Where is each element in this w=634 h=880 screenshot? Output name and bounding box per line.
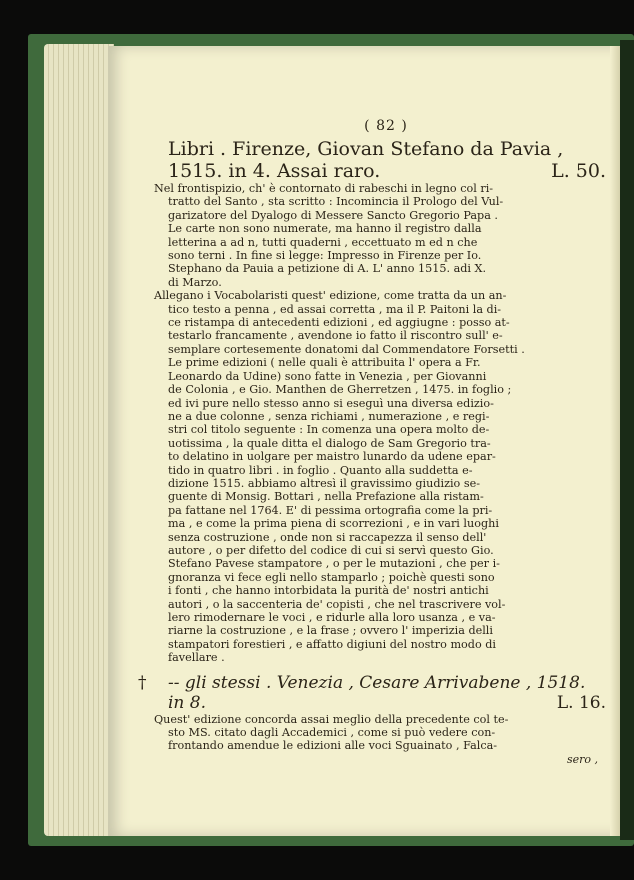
text-line: de Colonia , e Gio. Manthen de Gherretzen , 1475. in foglio ; — [168, 383, 512, 397]
text-line: stri col titolo seguente : In comenza una opera molto de- — [168, 423, 490, 437]
text-line: ed ivi pure nello stesso anno si eseguì una diversa edizio- — [168, 396, 494, 410]
entry2-heading-line1: -- gli stessi . Venezia , Cesare Arrivabene , 1518. — [168, 672, 586, 693]
entry-heading-line2: 1515. in 4. Assai raro. — [168, 160, 381, 182]
text-line: ne a due colonne , senza richiami , numerazione , e regi- — [168, 409, 490, 423]
text-line: sto MS. citato dagli Accademici , come si può vedere con- — [168, 726, 496, 740]
entry2-heading-line2: in 8. — [168, 692, 207, 713]
text-line: stampatori forestieri , e affatto digiuni del nostro modo di — [168, 637, 496, 651]
entry2-price: L. 16. — [556, 692, 606, 713]
text-line: to delatino in uolgare per maistro lunardo da udene epar- — [168, 450, 496, 464]
text-line: tico testo a penna , ed assai corretta , ma il P. Paitoni la di- — [168, 302, 502, 316]
text-line: Stephano da Pauia a petizione di A. L' anno 1515. adi X. — [168, 262, 487, 276]
text-line: Quest' edizione concorda assai meglio della precedente col te- — [154, 712, 509, 726]
text-line: ma , e come la prima piena di scorrezioni , e in vari luoghi — [168, 517, 499, 531]
text-line: riarne la costruzione , e la frase ; ovvero l' imperizia delli — [168, 624, 493, 638]
paragraph-description — [146, 182, 606, 289]
text-line: Allegano i Vocabolaristi quest' edizione, come tratta da un an- — [154, 289, 507, 303]
entry-price: L. 50. — [551, 160, 606, 182]
text-line: uotissima , la quale ditta el dialogo de Sam Gregorio tra- — [168, 436, 491, 450]
text-line: sono terni . In fine si legge: Impresso in Firenze per Io. — [168, 249, 482, 263]
text-line: tratto del Santo , sta scritto : Incomincia il Prologo del Vul- — [168, 195, 504, 209]
text-line: testarlo francamente , avendone io fatto il riscontro sull' e- — [168, 329, 503, 343]
page-text — [138, 118, 606, 766]
paragraph-commentary — [146, 289, 606, 664]
text-line: semplare cortesemente donatomi dal Commendatore Forsetti . — [168, 342, 525, 356]
text-line: Le carte non sono numerate, ma hanno il registro dalla — [168, 222, 482, 236]
spine — [620, 40, 634, 840]
catchword: sero , — [566, 752, 598, 766]
text-line: Le prime edizioni ( nelle quali è attribuita l' opera a Fr. — [168, 356, 481, 370]
page-edges — [44, 44, 114, 836]
text-line: Leonardo da Udine) sono fatte in Venezia , per Giovanni — [168, 369, 487, 383]
entry-heading — [146, 138, 606, 182]
text-line: gnoranza vi fece egli nello stamparlo ; poichè questi sono — [168, 570, 495, 584]
paragraph-edition-note — [146, 713, 606, 753]
text-line: dizione 1515. abbiamo altresì il gravissimo giudizio se- — [168, 476, 480, 490]
page-number: ( 82 ) — [364, 118, 408, 134]
text-line: favellare . — [168, 651, 225, 665]
text-line: senza costruzione , onde non si raccapezza il senso dell' — [168, 530, 487, 544]
entry-heading-line1: Libri . Firenze, Giovan Stefano da Pavia , — [168, 138, 564, 160]
text-line: autore , o per difetto del codice di cui si servì questo Gio. — [168, 543, 494, 557]
text-line: di Marzo. — [168, 275, 222, 289]
text-line: guente di Monsig. Bottari , nella Prefazione alla ristam- — [168, 490, 484, 504]
text-line: ce ristampa di antecedenti edizioni , ed aggiugne : posso at- — [168, 316, 510, 330]
text-line: autori , o la saccenteria de' copisti , che nel trascrivere vol- — [168, 597, 506, 611]
text-line: garizatore del Dyalogo di Messere Sancto Gregorio Papa . — [168, 208, 498, 222]
text-line: tido in quatro libri . in foglio . Quanto alla suddetta e- — [168, 463, 473, 477]
text-line: pa fattane nel 1764. E' di pessima ortografia come la pri- — [168, 503, 493, 517]
text-line: letterina a ad n, tutti quaderni , eccettuato m ed n che — [168, 235, 478, 249]
entry-heading-2 — [138, 672, 606, 713]
text-line: frontando amendue le edizioni alle voci Sguainato , Falca- — [168, 739, 498, 753]
text-line: i fonti , che hanno intorbidata la purità de' nostri antichi — [168, 584, 489, 598]
text-line: Stefano Pavese stampatore , o per le mutazioni , che per i- — [168, 557, 500, 571]
dagger-mark: † — [138, 672, 147, 693]
text-line: lero rimodernare le voci , e ridurle alla loro usanza , e va- — [168, 611, 496, 624]
text-line: Nel frontispizio, ch' è contornato di rabeschi in legno col ri- — [154, 182, 494, 195]
